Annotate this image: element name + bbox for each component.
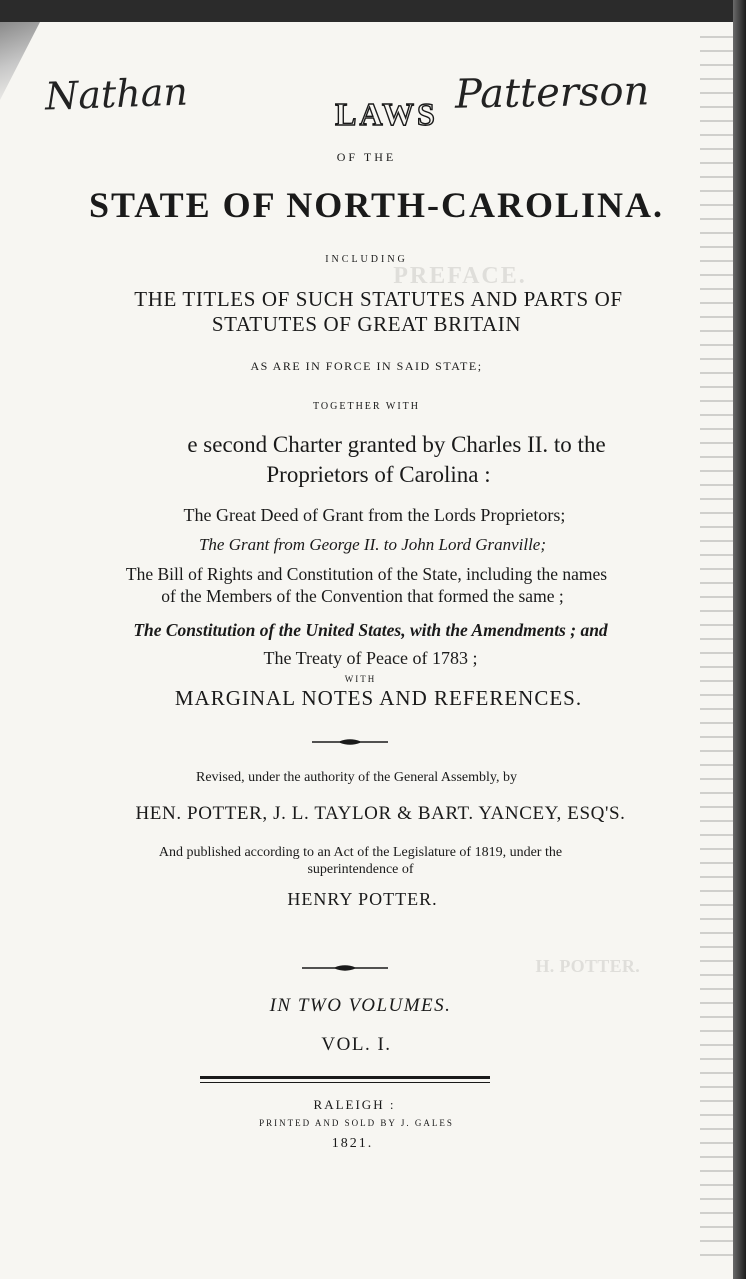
title-of-the: OF THE [336,150,397,164]
revision-published-2: superintendence of [307,862,414,877]
contents-notes: MARGINAL NOTES AND REFERENCES. [174,686,583,710]
contents-line-3: AS ARE IN FORCE IN SAID STATE; [250,359,483,373]
revision-editors: HEN. POTTER, J. L. TAYLOR & BART. YANCEY, ESQ'S. [135,803,626,824]
signature-last-name: Patterson [454,68,650,118]
imprint-year: 1821. [331,1136,374,1151]
imprint-place: RALEIGH : [313,1097,396,1112]
contents-treaty: The Treaty of Peace of 1783 ; [263,648,478,668]
contents-grant: The Grant from George II. to John Lord Granville; [198,535,547,554]
contents-with: WITH [344,674,377,684]
contents-rights-2: of the Members of the Convention that formed the same ; [161,586,564,606]
contents-line-1: THE TITLES OF SUCH STATUTES AND PARTS OF [134,287,623,311]
contents-line-2: STATUTES OF GREAT BRITAIN [211,312,522,336]
volume-two-volumes: IN TWO VOLUMES. [269,995,452,1016]
title-including: INCLUDING [325,254,408,265]
contents-constitution: The Constitution of the United States, with the Amendments ; and [133,620,608,640]
contents-rights-1: The Bill of Rights and Constitution of the State, including the names [125,564,608,584]
double-rule-thick [200,1076,490,1079]
contents-deed: The Great Deed of Grant from the Lords Proprietors; [183,505,566,525]
title-state: STATE OF NORTH-CAROLINA. [88,185,665,225]
bleed-through-signature: H. POTTER. [535,956,640,976]
imprint-printer: PRINTED AND SOLD BY J. GALES [259,1118,454,1128]
contents-together: TOGETHER WITH [312,401,420,412]
revision-revised: Revised, under the authority of the General Assembly, by [195,770,517,785]
bleed-through-heading: PREFACE. [393,263,527,289]
contents-charter-1: e second Charter granted by Charles II. to the [187,432,606,457]
revision-published-1: And published according to an Act of the Legislature of 1819, under the [158,845,563,860]
revision-potter: HENRY POTTER. [287,889,438,909]
double-rule-thin [200,1082,490,1083]
volume-number: VOL. I. [321,1034,392,1055]
scan-border-top [0,0,746,22]
contents-charter-2: Proprietors of Carolina : [266,462,491,487]
ornament-divider-2 [300,963,390,973]
title-laws: LAWS [335,96,438,132]
ornament-divider-1 [310,737,390,747]
signature-first-name: Nathan [44,69,189,119]
